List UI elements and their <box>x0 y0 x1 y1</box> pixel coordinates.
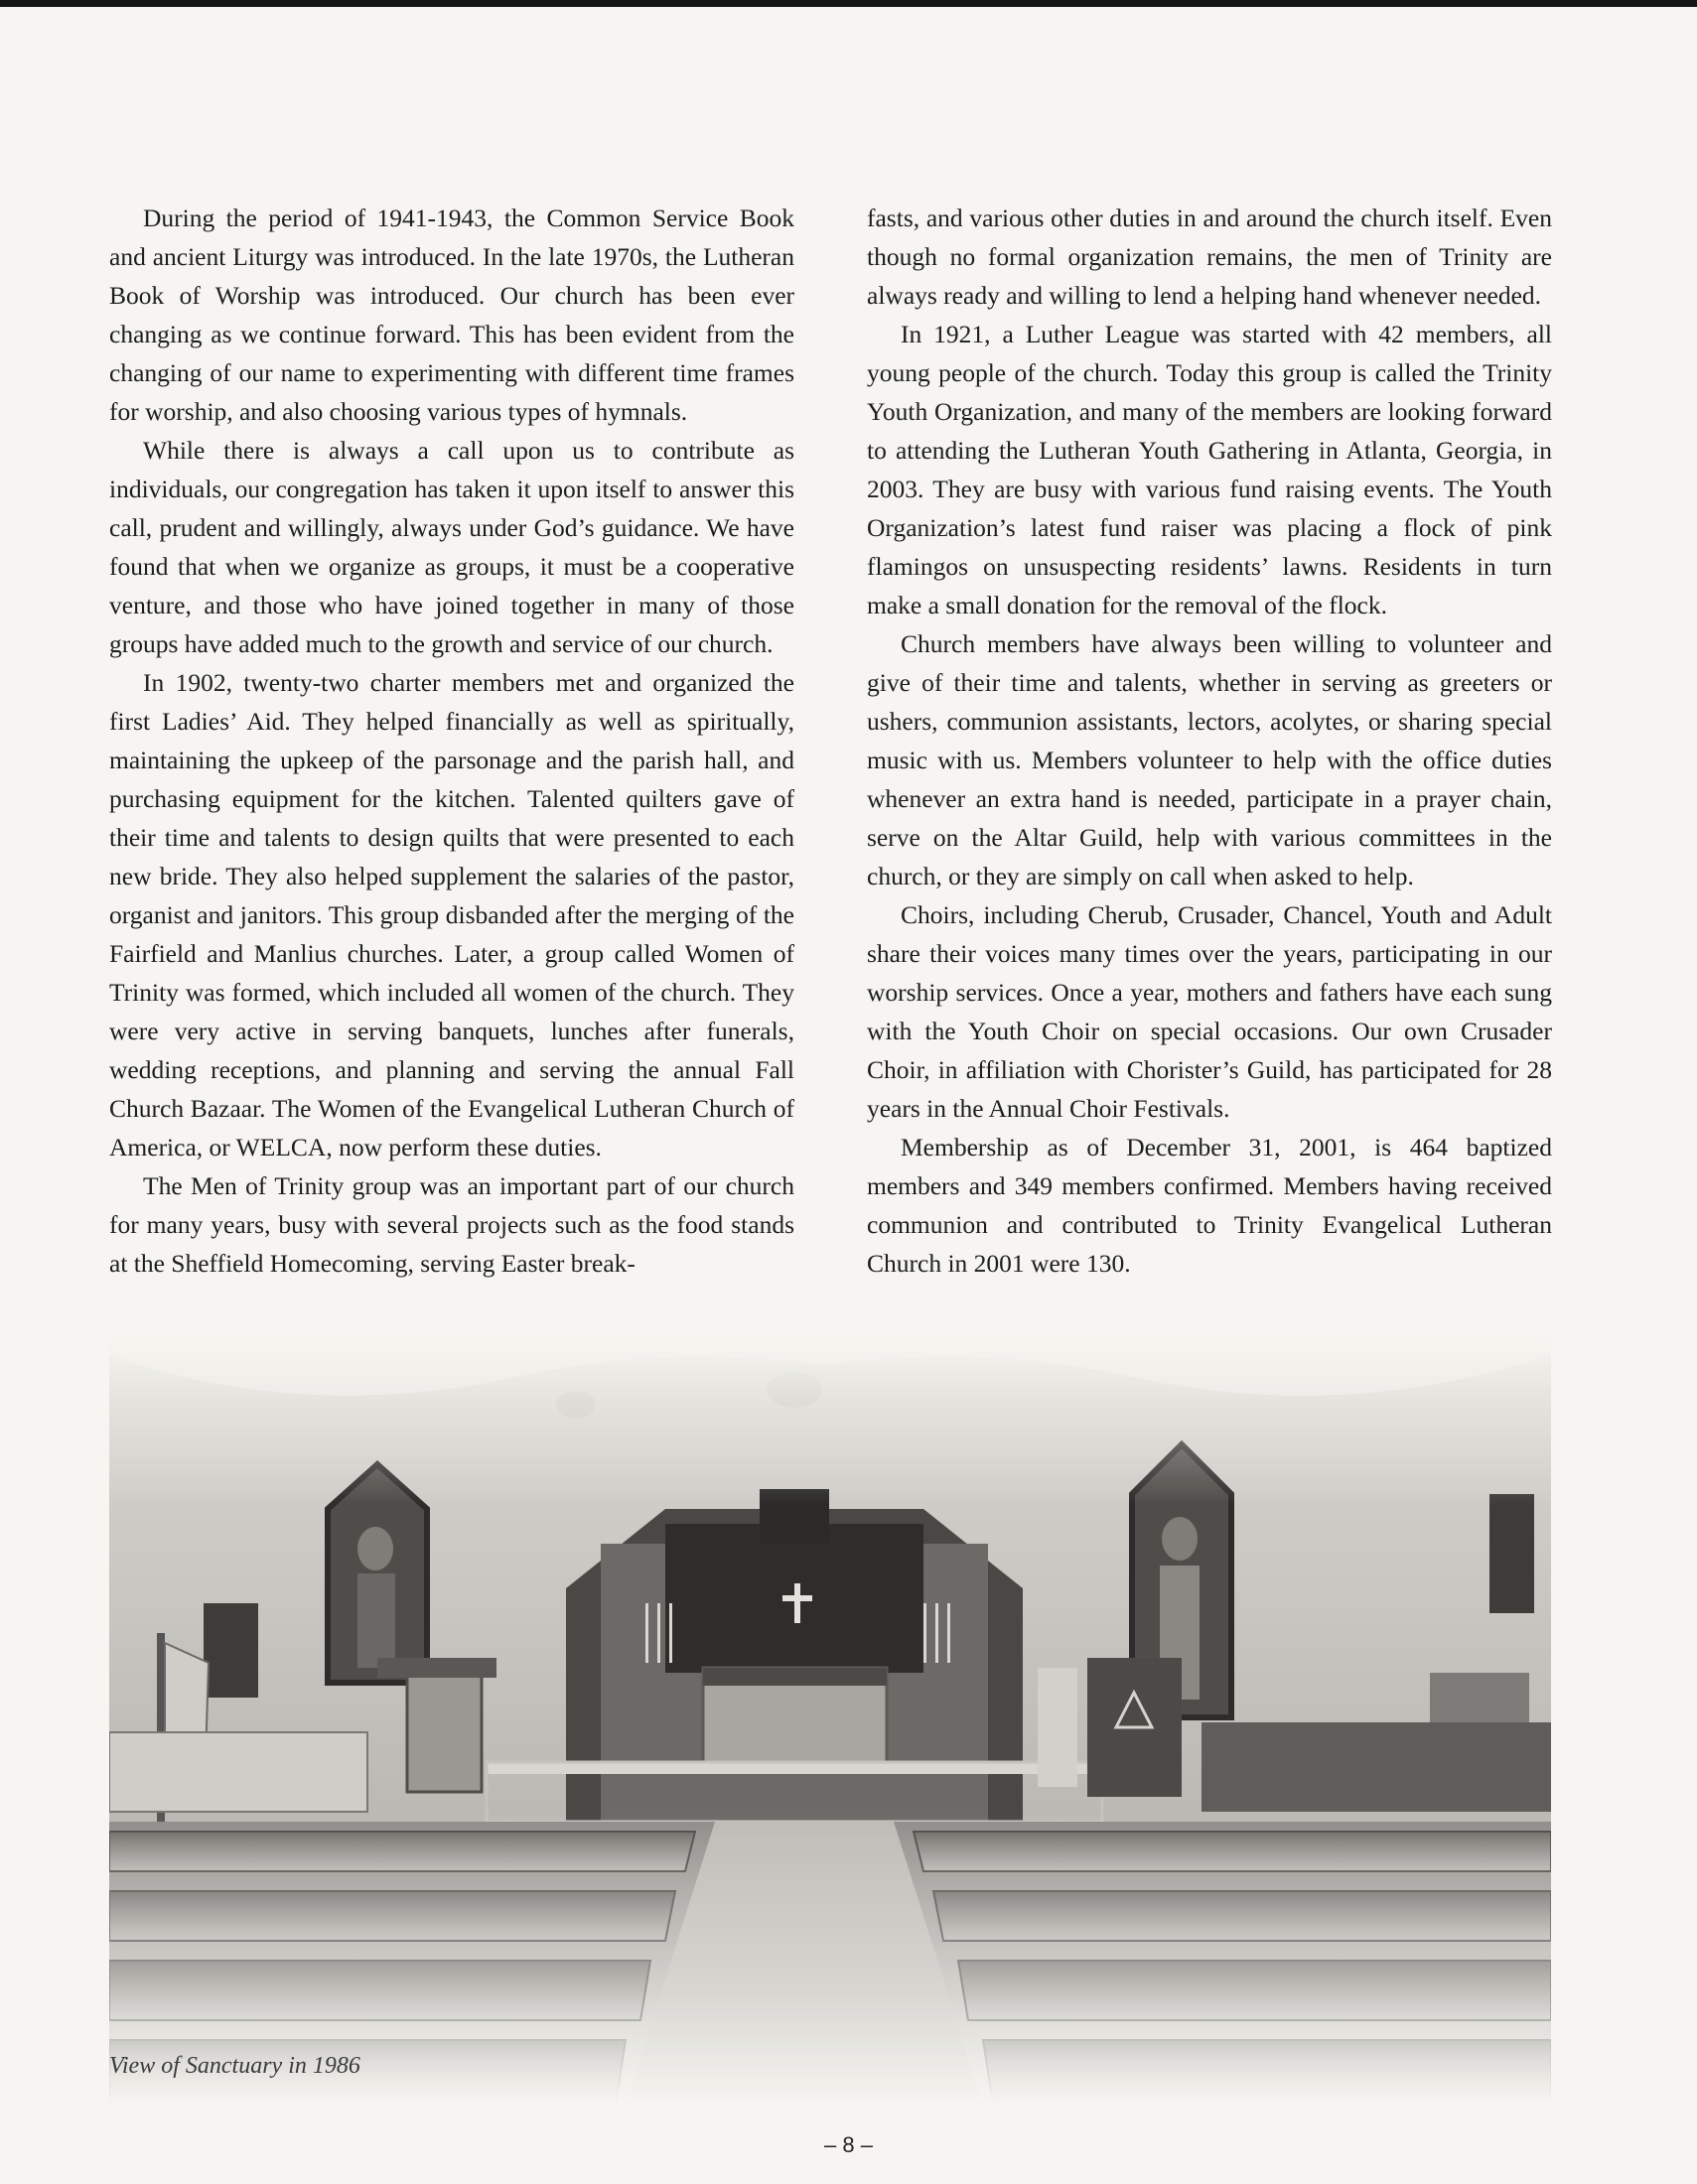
paragraph-men-continued: fasts, and various other duties in and around the church itself. Even though no formal organization remains, the men of Trinity are always ready and willing to lend a helping hand whenever needed. <box>867 204 1552 310</box>
paragraph-luther-league: In 1921, a Luther League was started with 42 members, all young people of the church. Today this group is called the Trinity Youth Organization, and many of the members are looking forward to attending the Lutheran Youth Gathering in Atlanta, Georgia, in 2003. They are busy with various fund raising events. The Youth Organization’s latest fund raiser was placing a flock of pink flamingos on unsuspecting residents’ lawns. Residents in turn make a small donation for the removal of the flock. <box>867 320 1552 619</box>
page-number: – 8 – <box>824 2132 873 2157</box>
paragraph-membership: Membership as of December 31, 2001, is 464 baptized members and 349 members confirmed. Members having received communion and contributed to Trinity Evangelical Lutheran Church in 2001 were 130. <box>867 1133 1552 1278</box>
right-column <box>867 199 1552 1283</box>
paragraph-ladies-aid: In 1902, twenty-two charter members met and organized the first Ladies’ Aid. They helped financially as well as spiritually, maintaining the upkeep of the parsonage and the parish hall, and purchasing equipment for the kitchen. Talented quilters gave of their time and talents to design quilts that were presented to each new bride. They also helped supplement the salaries of the pastor, organist and janitors. This group disbanded after the merging of the Fairfield and Manlius churches. Later, a group called Women of Trinity was formed, which included all women of the church. They were very active in serving banquets, lunches after funerals, wedding receptions, and planning and serving the annual Fall Church Bazaar. The Women of the Evangelical Lutheran Church of America, or WELCA, now perform these duties. <box>109 668 794 1161</box>
paragraph-men-of-trinity: The Men of Trinity group was an important part of our church for many years, busy with several projects such as the food stands at the Sheffield Homecoming, serving Easter break- <box>109 1171 794 1278</box>
sanctuary-photo <box>109 1335 1551 2105</box>
paragraph-volunteers: Church members have always been willing to volunteer and give of their time and talents, whether in serving as greeters or ushers, communion assistants, lectors, acolytes, or sharing special music with us. Members volunteer to help with the office duties whenever an extra hand is needed, participate in a prayer chain, serve on the Altar Guild, help with various committees in the church, or they are simply on call when asked to help. <box>867 629 1552 890</box>
photo-caption: View of Sanctuary in 1986 <box>109 2053 360 2079</box>
paragraph-liturgy: During the period of 1941-1943, the Common Service Book and ancient Liturgy was introduced. In the late 1970s, the Lutheran Book of Worship was introduced. Our church has been ever changing as we continue forward. This has been evident from the changing of our name to experimenting with different time frames for worship, and also choosing various types of hymnals. <box>109 204 794 426</box>
left-column <box>109 199 794 1283</box>
paragraph-congregation-groups: While there is always a call upon us to contribute as individuals, our congregation has taken it upon itself to answer this call, prudent and willingly, always under God’s guidance. We have found that when we organize as groups, it must be a cooperative venture, and those who have joined together in many of those groups have added much to the growth and service of our church. <box>109 436 794 658</box>
paragraph-choirs: Choirs, including Cherub, Crusader, Chancel, Youth and Adult share their voices many times over the years, participating in our worship services. Once a year, mothers and fathers have each sung with the Youth Choir on special occasions. Our own Crusader Choir, in affiliation with Chorister’s Guild, has participated for 28 years in the Annual Choir Festivals. <box>867 900 1552 1123</box>
scan-edge <box>0 0 1697 7</box>
